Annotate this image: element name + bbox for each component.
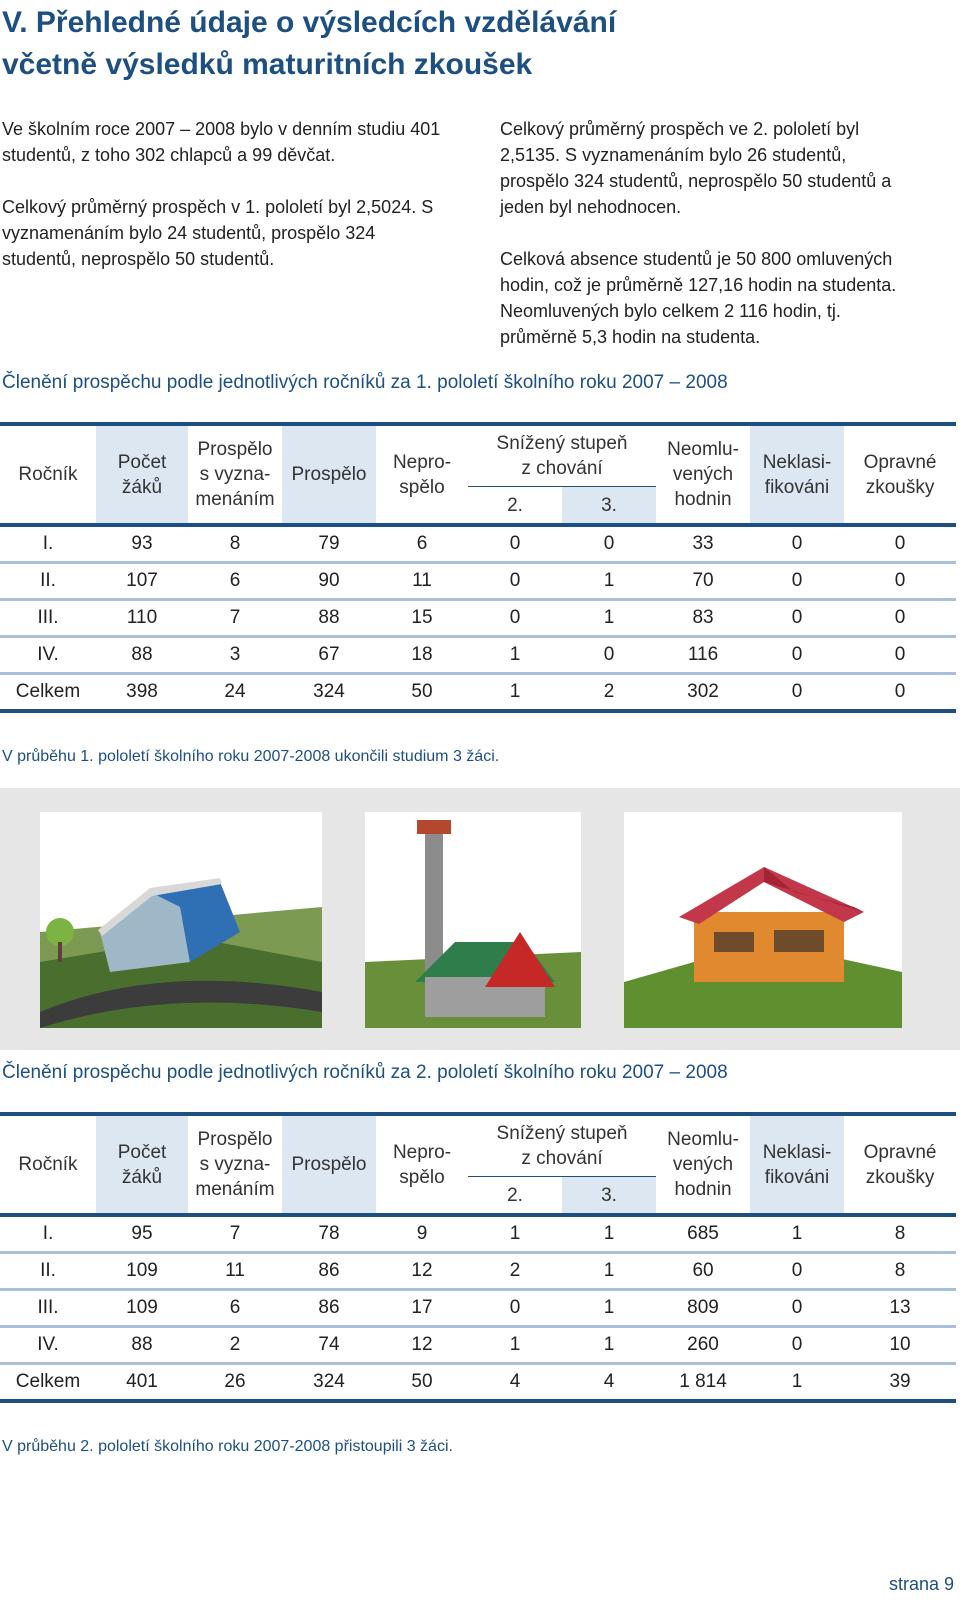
table-cell: 0 (750, 1327, 844, 1364)
table-cell: 7 (188, 1215, 282, 1253)
intro-paragraph: Celkový průměrný prospěch ve 2. pololetí byl 2,5135. S vyznamenáním bylo 26 studentů, prospělo 324 studentů, neprospělo 50 studentů a jeden byl nehodnocen. (500, 119, 892, 217)
table-cell: 6 (188, 1290, 282, 1327)
table-cell: 0 (844, 674, 956, 712)
table-cell: 109 (96, 1253, 188, 1290)
row-label-cell: I. (0, 1215, 96, 1253)
table-cell: 0 (750, 1253, 844, 1290)
results-table-1 (0, 422, 956, 713)
table-cell: 12 (376, 1253, 468, 1290)
table-cell: 302 (656, 674, 750, 712)
table-cell: 78 (282, 1215, 376, 1253)
table-cell: 0 (750, 674, 844, 712)
table-cell: 1 (562, 1327, 656, 1364)
intro-paragraph: Ve školním roce 2007 – 2008 bylo v denním studiu 401 studentů, z toho 302 chlapců a 99 děvčat. (2, 119, 441, 165)
table-row (0, 637, 956, 674)
col-header-opravne: Opravné zkoušky (844, 424, 956, 525)
table-cell: 1 (750, 1215, 844, 1253)
table-cell: 8 (844, 1253, 956, 1290)
table-cell: 324 (282, 674, 376, 712)
col-header-rocnik: Ročník (0, 424, 96, 525)
table-cell: 110 (96, 600, 188, 637)
table-cell: 398 (96, 674, 188, 712)
table-cell: 90 (282, 563, 376, 600)
intro-paragraph: Celkový průměrný prospěch v 1. pololetí byl 2,5024. S vyznamenáním bylo 24 studentů, prospělo 324 studentů, neprospělo 50 studentů. (2, 197, 434, 269)
table-cell: 0 (750, 525, 844, 563)
table-cell: 0 (844, 563, 956, 600)
table-cell: 809 (656, 1290, 750, 1327)
table-cell: 0 (468, 563, 562, 600)
col-header-neklasifikovani: Neklasi- fikováni (750, 1114, 844, 1215)
table-cell: 11 (376, 563, 468, 600)
table-cell: 24 (188, 674, 282, 712)
table-cell: 74 (282, 1327, 376, 1364)
table-cell: 86 (282, 1290, 376, 1327)
table1-note: V průběhu 1. pololetí školního roku 2007-2008 ukončili studium 3 žáci. (2, 748, 500, 765)
table-cell: 1 (562, 1253, 656, 1290)
table-cell: 8 (844, 1215, 956, 1253)
table-cell: 15 (376, 600, 468, 637)
col-header-stupen-2: 2. (507, 1184, 523, 1206)
table-row (0, 1290, 956, 1327)
table-cell: 33 (656, 525, 750, 563)
table-row (0, 600, 956, 637)
table-cell: 13 (844, 1290, 956, 1327)
table-cell: 0 (468, 1290, 562, 1327)
col-header-prospelo: Prospělo (282, 1114, 376, 1215)
row-label-cell: I. (0, 525, 96, 563)
col-header-neprospelo: Nepro- spělo (376, 424, 468, 525)
table-cell: 0 (468, 525, 562, 563)
table-cell: 39 (844, 1364, 956, 1402)
row-label-cell: II. (0, 1253, 96, 1290)
page-title-line1: V. Přehledné údaje o výsledcích vzdělávání (2, 6, 617, 39)
table-cell: 0 (562, 525, 656, 563)
col-header-neomluvene: Neomlu- vených hodnin (656, 424, 750, 525)
table-cell: 1 (562, 600, 656, 637)
table-cell: 0 (844, 600, 956, 637)
row-label-cell: Celkem (0, 1364, 96, 1402)
table-cell: 0 (750, 1290, 844, 1327)
table-cell: 12 (376, 1327, 468, 1364)
row-label-cell: IV. (0, 1327, 96, 1364)
table-cell: 1 (468, 1327, 562, 1364)
table-cell: 60 (656, 1253, 750, 1290)
row-label-cell: III. (0, 1290, 96, 1327)
table-cell: 1 (468, 1215, 562, 1253)
table-row (0, 1327, 956, 1364)
table-cell: 88 (96, 1327, 188, 1364)
table-cell: 6 (376, 525, 468, 563)
table-cell: 7 (188, 600, 282, 637)
row-label-cell: III. (0, 600, 96, 637)
col-header-stupen-2: 2. (507, 494, 523, 516)
table-cell: 0 (750, 600, 844, 637)
table-cell: 0 (468, 600, 562, 637)
col-header-pocet: Počet žáků (96, 424, 188, 525)
col-header-opravne: Opravné zkoušky (844, 1114, 956, 1215)
col-header-vyznamenani: Prospělo s vyzna- menáním (188, 1114, 282, 1215)
row-label-cell: II. (0, 563, 96, 600)
table-cell: 1 (562, 1215, 656, 1253)
table-cell: 0 (562, 637, 656, 674)
table-cell: 1 (468, 674, 562, 712)
photo-model-house (624, 812, 902, 1028)
table-cell: 2 (188, 1327, 282, 1364)
results-table-2 (0, 1112, 956, 1403)
table-cell: 2 (562, 674, 656, 712)
table-cell: 401 (96, 1364, 188, 1402)
table-cell: 86 (282, 1253, 376, 1290)
col-header-stupen-3: 3. (562, 487, 656, 526)
table-cell: 0 (844, 525, 956, 563)
table2-caption: Členění prospěchu podle jednotlivých ročníků za 2. pololetí školního roku 2007 – 2008 (2, 1062, 728, 1083)
photo-model-building (40, 812, 322, 1028)
col-header-pocet: Počet žáků (96, 1114, 188, 1215)
table2-note: V průběhu 2. pololetí školního roku 2007-2008 přistoupili 3 žáci. (2, 1438, 453, 1455)
photo-strip (0, 788, 960, 1050)
table2-body (0, 1215, 956, 1401)
col-header-rocnik: Ročník (0, 1114, 96, 1215)
table-cell: 260 (656, 1327, 750, 1364)
table-cell: 324 (282, 1364, 376, 1402)
col-header-neprospelo: Nepro- spělo (376, 1114, 468, 1215)
table-cell: 6 (188, 563, 282, 600)
table-row (0, 563, 956, 600)
table-cell: 95 (96, 1215, 188, 1253)
table-cell: 26 (188, 1364, 282, 1402)
intro-left-column (2, 116, 442, 298)
row-label-cell: IV. (0, 637, 96, 674)
table-cell: 1 (750, 1364, 844, 1402)
table-cell: 8 (188, 525, 282, 563)
col-header-neklasifikovani: Neklasi- fikováni (750, 424, 844, 525)
table1-body (0, 525, 956, 711)
table-row (0, 1253, 956, 1290)
table-cell: 3 (188, 637, 282, 674)
table-row (0, 1364, 956, 1402)
photo-model-tower (365, 812, 581, 1028)
table-cell: 50 (376, 1364, 468, 1402)
intro-paragraph: Celková absence studentů je 50 800 omluvených hodin, což je průměrně 127,16 hodin na studenta. Neomluvených bylo celkem 2 116 hodin, tj. průměrně 5,3 hodin na studenta. (500, 249, 897, 347)
table-cell: 1 (468, 637, 562, 674)
table-cell: 1 (562, 563, 656, 600)
table-cell: 1 814 (656, 1364, 750, 1402)
table-cell: 0 (844, 637, 956, 674)
table-cell: 11 (188, 1253, 282, 1290)
table-cell: 1 (562, 1290, 656, 1327)
table-row (0, 1215, 956, 1253)
page-title (2, 2, 902, 86)
intro-right-column (500, 116, 910, 376)
col-header-vyznamenani: Prospělo s vyzna- menáním (188, 424, 282, 525)
table-cell: 70 (656, 563, 750, 600)
table-cell: 88 (96, 637, 188, 674)
table-cell: 0 (750, 563, 844, 600)
table-cell: 93 (96, 525, 188, 563)
col-header-neomluvene: Neomlu- vených hodnin (656, 1114, 750, 1215)
table-cell: 4 (562, 1364, 656, 1402)
row-label-cell: Celkem (0, 674, 96, 712)
table-cell: 79 (282, 525, 376, 563)
table-cell: 107 (96, 563, 188, 600)
col-header-snizeny-stupen: Snížený stupeň z chování (468, 1114, 656, 1177)
table-row (0, 674, 956, 712)
col-header-prospelo: Prospělo (282, 424, 376, 525)
table-cell: 67 (282, 637, 376, 674)
table-cell: 685 (656, 1215, 750, 1253)
table1-caption: Členění prospěchu podle jednotlivých ročníků za 1. pololetí školního roku 2007 – 2008 (2, 372, 728, 393)
table-cell: 83 (656, 600, 750, 637)
table-cell: 10 (844, 1327, 956, 1364)
col-header-snizeny-stupen: Snížený stupeň z chování (468, 424, 656, 487)
table-cell: 0 (750, 637, 844, 674)
table-cell: 109 (96, 1290, 188, 1327)
table-cell: 9 (376, 1215, 468, 1253)
table-cell: 4 (468, 1364, 562, 1402)
table-cell: 50 (376, 674, 468, 712)
page-title-line2: včetně výsledků maturitních zkoušek (2, 48, 533, 81)
table-cell: 17 (376, 1290, 468, 1327)
table-cell: 18 (376, 637, 468, 674)
page-number: strana 9 (888, 1574, 954, 1594)
table-cell: 2 (468, 1253, 562, 1290)
table-cell: 116 (656, 637, 750, 674)
table-row (0, 525, 956, 563)
table-cell: 88 (282, 600, 376, 637)
col-header-stupen-3: 3. (562, 1177, 656, 1216)
